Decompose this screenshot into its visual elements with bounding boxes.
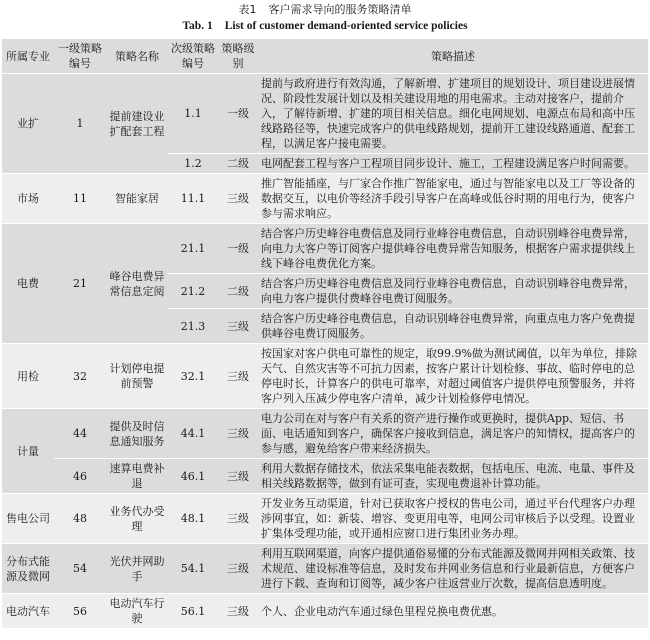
cell-policy-name: 光伏并网助手 — [106, 544, 168, 594]
cell-major: 电费 — [2, 224, 54, 344]
cell-major: 分布式能源及微网 — [2, 544, 54, 594]
caption-en-title: List of customer demand-oriented service policies — [224, 20, 468, 32]
table-header-row — [2, 39, 648, 74]
cell-description: 利用大数据存储技术，依法采集电能表数据，包括电压、电流、电量、事件及相关线路数据等，做到有证可查，实现电费退补计算功能。 — [258, 459, 648, 494]
cell-policy-level: 二级 — [218, 154, 258, 174]
cell-policy-level: 一级 — [218, 74, 258, 154]
table-row — [2, 544, 648, 594]
cell-policy-name: 峰谷电费异常信息定阅 — [106, 224, 168, 344]
table-row — [2, 459, 648, 494]
cell-policy-level: 三级 — [218, 494, 258, 544]
cell-major: 市场 — [2, 174, 54, 224]
cell-policy-name: 计划停电提前预警 — [106, 344, 168, 409]
cell-policy-level: 三级 — [218, 594, 258, 629]
caption-cn-title: 客户需求导向的服务策略清单 — [268, 3, 412, 16]
header-policy-name: 策略名称 — [106, 39, 168, 74]
table-caption — [0, 0, 650, 34]
cell-level2-code: 21.2 — [168, 274, 218, 309]
cell-level2-code: 46.1 — [168, 459, 218, 494]
cell-major: 业扩 — [2, 74, 54, 174]
cell-level1-code: 44 — [54, 409, 106, 459]
cell-level2-code: 44.1 — [168, 409, 218, 459]
cell-policy-level: 三级 — [218, 309, 258, 344]
cell-level1-code: 32 — [54, 344, 106, 409]
cell-description: 电力公司在对与客户有关系的资产进行操作或更换时，提供App、短信、书面、电话通知到客户，确保客户接收到信息，满足客户的知情权，提高客户的参与感，避免给客户带来经济损失。 — [258, 409, 648, 459]
table-row — [2, 74, 648, 154]
caption-english — [0, 18, 650, 34]
cell-policy-level: 三级 — [218, 459, 258, 494]
table-row — [2, 409, 648, 459]
cell-description: 按国家对客户供电可靠性的规定，取99.9%做为测试阈值，以年为单位，排除天气、自然灾害等不可抗力因素，按客户累计计划检修、事故、临时停电的总停电时长，计算客户的供电可靠率，对超过阈值客户提供停电预警服务，并将客户列入压减少停电客户清单，减少计划检修停电情况。 — [258, 344, 648, 409]
table-row — [2, 494, 648, 544]
cell-policy-name: 速算电费补退 — [106, 459, 168, 494]
table-row — [2, 174, 648, 224]
header-level2-code: 次级策略编号 — [168, 39, 218, 74]
cell-level1-code: 56 — [54, 594, 106, 629]
cell-policy-level: 三级 — [218, 409, 258, 459]
cell-policy-name: 提前建设业扩配套工程 — [106, 74, 168, 174]
header-description: 策略描述 — [258, 39, 648, 74]
cell-description: 提前与政府进行有效沟通，了解新增、扩建项目的规划设计、项目建设进展情况、阶段性发展计划以及相关建设用地的用电需求。主动对接客户，提前介入，了解待新增、扩建的项目相关信息。细化电网规划、电源点布局和高中压线路路径等，快速完成客户的供电线路规划，提前开工建设线路通道、配套工程，以满足客户接电需要。 — [258, 74, 648, 154]
header-policy-level: 策略级别 — [218, 39, 258, 74]
cell-level1-code: 54 — [54, 544, 106, 594]
cell-level1-code: 46 — [54, 459, 106, 494]
cell-level2-code: 56.1 — [168, 594, 218, 629]
cell-description: 推广智能插座，与厂家合作推广智能家电，通过与智能家电以及工厂等设备的数据交互，以电价等经济手段引导客户在高峰或低谷时期的用电行为，使客户参与需求响应。 — [258, 174, 648, 224]
cell-major: 电动汽车 — [2, 594, 54, 629]
cell-policy-level: 三级 — [218, 174, 258, 224]
cell-level1-code: 11 — [54, 174, 106, 224]
table-row — [2, 594, 648, 629]
cell-description: 结合客户历史峰谷电费信息及同行业峰谷电费信息，自动识别峰谷电费异常，向电力大客户等订阅客户提供峰谷电费异常告知服务，根据客户需求提供线上线下峰谷电费优化方案。 — [258, 224, 648, 274]
caption-chinese — [0, 0, 650, 18]
cell-policy-level: 三级 — [218, 544, 258, 594]
cell-level2-code: 21.1 — [168, 224, 218, 274]
cell-major: 用检 — [2, 344, 54, 409]
cell-level2-code: 32.1 — [168, 344, 218, 409]
cell-description: 电网配套工程与客户工程项目同步设计、施工，工程建设满足客户时间需要。 — [258, 154, 648, 174]
cell-level2-code: 48.1 — [168, 494, 218, 544]
cell-policy-level: 一级 — [218, 224, 258, 274]
cell-level1-code: 1 — [54, 74, 106, 174]
cell-level1-code: 48 — [54, 494, 106, 544]
cell-policy-level: 三级 — [218, 344, 258, 409]
service-policy-table — [2, 39, 648, 629]
cell-description: 利用互联网渠道，向客户提供通俗易懂的分布式能源及微网并网相关政策、技术规范、建设标准等信息，及时发布并网业务信息和行业最新信息，方便客户进行下载、查询和订阅等，减少客户往返营业厅次数，提高信息透明度。 — [258, 544, 648, 594]
cell-description: 个人、企业电动汽车通过绿色里程兑换电费优惠。 — [258, 594, 648, 629]
cell-description: 结合客户历史峰谷电费信息及同行业峰谷电费信息，自动识别峰谷电费异常，向电力客户提供付费峰谷电费订阅服务。 — [258, 274, 648, 309]
cell-policy-name: 提供及时信息通知服务 — [106, 409, 168, 459]
cell-policy-name: 业务代办受理 — [106, 494, 168, 544]
cell-level2-code: 1.2 — [168, 154, 218, 174]
cell-policy-level: 二级 — [218, 274, 258, 309]
cell-level2-code: 11.1 — [168, 174, 218, 224]
cell-level2-code: 1.1 — [168, 74, 218, 154]
cell-level2-code: 21.3 — [168, 309, 218, 344]
cell-policy-name: 电动汽车行驶 — [106, 594, 168, 629]
header-level1-code: 一级策略编号 — [54, 39, 106, 74]
cell-description: 结合客户历史峰谷电费信息，自动识别峰谷电费异常，向重点电力客户免费提供峰谷电费订阅服务。 — [258, 309, 648, 344]
cell-level1-code: 21 — [54, 224, 106, 344]
cell-level2-code: 54.1 — [168, 544, 218, 594]
header-major: 所属专业 — [2, 39, 54, 74]
cell-major: 计量 — [2, 409, 54, 494]
cell-description: 开发业务互动渠道，针对已获取客户授权的售电公司，通过平台代理客户办理涉网事宜，如：新装、增容、变更用电等，电网公司审核后予以受理。设置业扩集体受理功能，或开通相应窗口进行集团业务办理。 — [258, 494, 648, 544]
caption-en-label: Tab. 1 — [182, 20, 213, 32]
table-row — [2, 224, 648, 274]
caption-cn-label: 表1 — [238, 3, 257, 16]
table-row — [2, 344, 648, 409]
cell-policy-name: 智能家居 — [106, 174, 168, 224]
cell-major: 售电公司 — [2, 494, 54, 544]
